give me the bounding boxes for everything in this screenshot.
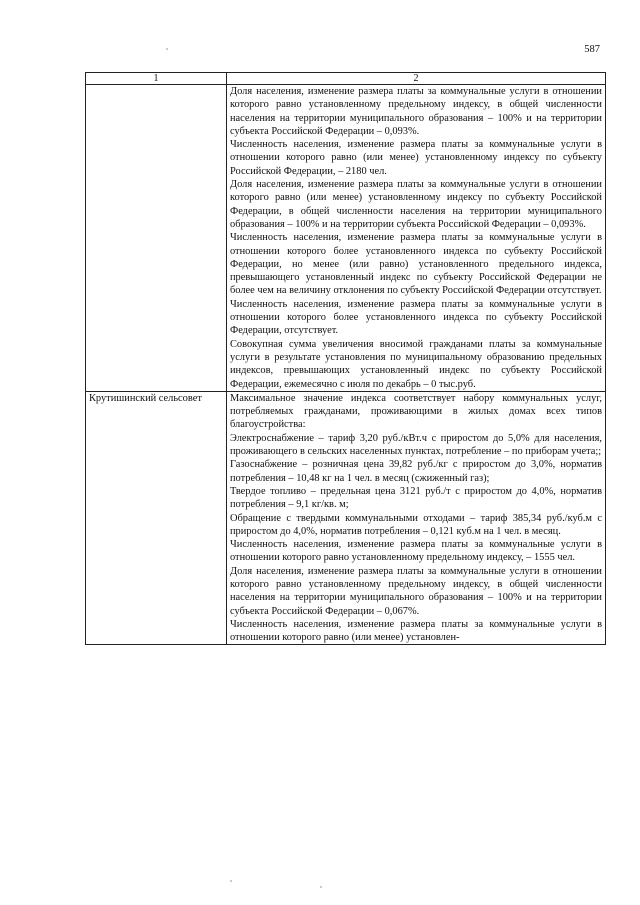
scan-speck xyxy=(166,48,168,50)
scan-speck xyxy=(320,886,322,888)
paragraph: Электроснабжение – тариф 3,20 руб./кВт.ч с приростом до 5,0% для населения, проживающего в сельских населенных пунктах, потребление – по приборам учета;; xyxy=(230,432,602,458)
paragraph: Совокупная сумма увеличения вносимой гражданами платы за коммунальные услуги в результате установления по муниципальному образованию предельных индексов, превышающих установленный индекс по субъекту Российской Федерации, ежемесячно с июля по декабрь – 0 тыс.руб. xyxy=(230,338,602,390)
column-header-1: 1 xyxy=(86,73,227,85)
description-cell xyxy=(227,391,606,645)
paragraph: Доля населения, изменение размера платы за коммунальные услуги в отношении которого равно (или менее) установленному индексу по субъекту Российской Федерации, в общей численности населения на территории муниципального образования – 100% и на территории субъекта Российской Федерации – 0,093%. xyxy=(230,179,602,230)
paragraph: Обращение с твердыми коммунальными отходами – тариф 385,34 руб./куб.м с приростом до 4,0%, норматив потребления – 0,121 куб.м на 1 чел. в месяц. xyxy=(230,512,602,537)
description-cell xyxy=(227,85,606,392)
paragraph: Численность населения, изменение размера платы за коммунальные услуги в отношении которого равно (или менее) установлен- xyxy=(230,618,602,644)
paragraph: Численность населения, изменение размера платы за коммунальные услуги в отношении которого равно (или менее) установленному индексу по субъекту Российской Федерации, – 2180 чел. xyxy=(230,139,602,177)
document-table xyxy=(85,72,606,645)
scan-speck xyxy=(230,880,232,882)
paragraph: Численность населения, изменение размера платы за коммунальные услуги в отношении которого более установленного индекса по субъекту Российской Федерации, но менее (или равно) установленного предельного индекса, превышающего установленный индекс по субъекту Российской Федерации не более чем на величину отклонения по субъекту Российской Федерации отсутствует. xyxy=(230,232,602,297)
paragraph: Численность населения, изменение размера платы за коммунальные услуги в отношении которого равно установленному предельному индексу, – 1555 чел. xyxy=(230,539,602,564)
paragraph: Твердое топливо – предельная цена 3121 руб./т с приростом до 4,0%, норматив потребления – 9,1 кг/кв. м; xyxy=(230,485,602,511)
region-cell xyxy=(86,85,227,392)
table-row xyxy=(86,85,606,392)
paragraph: Численность населения, изменение размера платы за коммунальные услуги в отношении которого более установленного индекса по субъекту Российской Федерации, отсутствует. xyxy=(230,298,602,337)
paragraph: Доля населения, изменение размера платы за коммунальные услуги в отношении которого равно установленному предельному индексу, в общей численности населения на территории муниципального образования – 100% и на территории субъекта Российской Федерации – 0,093%. xyxy=(230,86,602,137)
paragraph: Доля населения, изменение размера платы за коммунальные услуги в отношении которого равно установленному предельному индексу, в общей численности населения на территории муниципального образования – 100% и на территории субъекта Российской Федерации – 0,067%. xyxy=(230,565,602,617)
paragraph: Газоснабжение – розничная цена 39,82 руб./кг с приростом до 3,0%, норматив потребления – 10,48 кг на 1 чел. в месяц (сжиженный газ); xyxy=(230,459,602,484)
region-name: Крутишинский сельсовет xyxy=(89,392,202,404)
paragraph: Максимальное значение индекса соответствует набору коммунальных услуг, потребляемых гражданами, проживающими в жилых домах всех типов благоустройства: xyxy=(230,392,602,431)
column-header-2: 2 xyxy=(227,73,606,85)
page-number: 587 xyxy=(584,44,600,55)
region-cell xyxy=(86,391,227,645)
table-header-row xyxy=(86,73,606,85)
table-row xyxy=(86,391,606,645)
